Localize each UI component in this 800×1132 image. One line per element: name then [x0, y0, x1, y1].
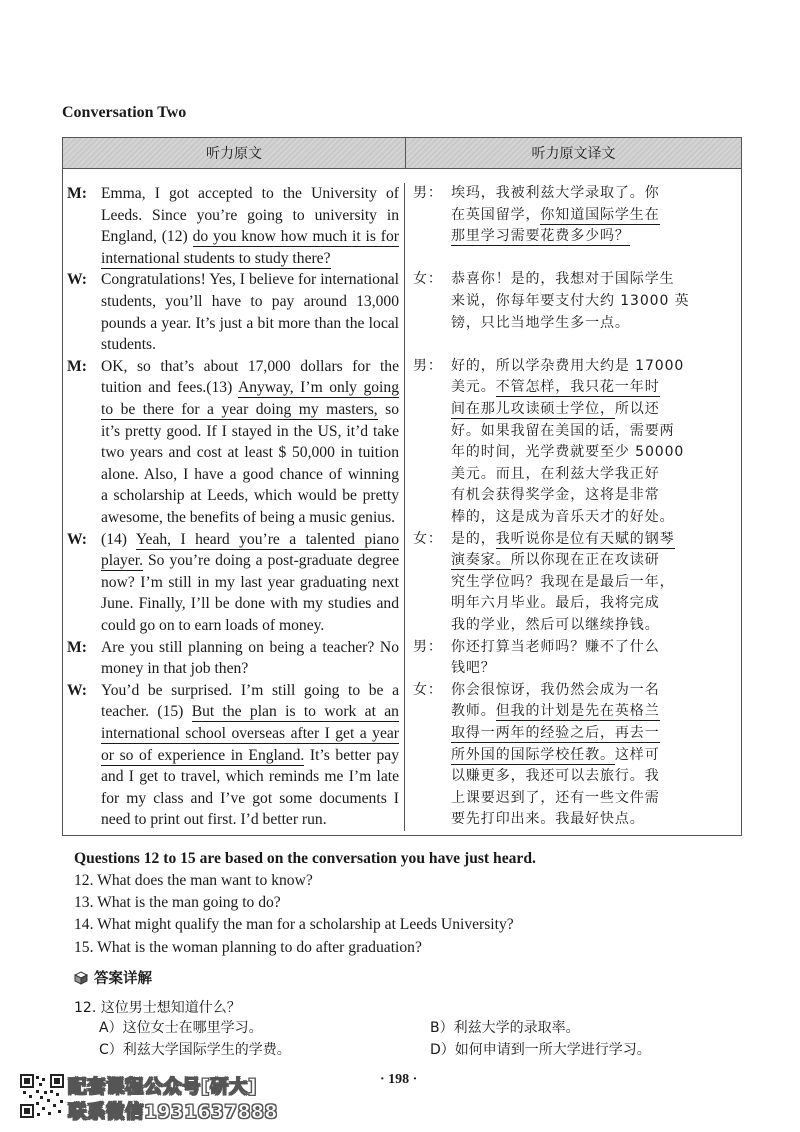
transcript-text: (14)	[101, 530, 136, 548]
chinese-cell	[405, 680, 741, 831]
transcript-line	[67, 507, 399, 529]
transcript-text: two years and cost at least $ 50,000 in tuition	[101, 444, 399, 462]
speaker-label: M:	[67, 357, 87, 375]
transcript-text: students.	[101, 336, 157, 354]
translation-line	[413, 399, 737, 421]
translation-text: 钱吧？	[451, 660, 496, 677]
translation-text: 所以你现在正在攻读研	[510, 552, 660, 569]
answer-explanation-header	[74, 967, 152, 988]
header-transcript: 听力原文	[63, 138, 406, 168]
watermark-line-2: 联系微信1931637888	[68, 1102, 278, 1123]
translation-line	[413, 658, 737, 680]
underlined-answer: player.	[101, 552, 143, 570]
table-row	[63, 175, 741, 269]
translation-text: 究生学位吗？我现在是最后一年，	[451, 573, 675, 590]
transcript-line	[67, 788, 399, 810]
translation-line	[413, 485, 737, 507]
underlined-answer: Anyway, I’m only going	[237, 379, 399, 397]
translation-line	[413, 377, 737, 399]
translation-text: 你会很惊讶，我仍然会成为一名	[451, 681, 660, 698]
questions-section	[74, 848, 536, 959]
section-title: Conversation Two	[62, 104, 187, 121]
transcript-text: alone. Also, I have a good chance of winning	[101, 465, 399, 483]
translation-line	[413, 745, 737, 767]
option-d: D）如何申请到一所大学进行学习。	[430, 1042, 651, 1058]
transcript-line	[67, 745, 399, 767]
watermark-line-1: 配套课程公众号[研大]	[68, 1077, 257, 1098]
transcript-line	[67, 205, 399, 227]
question-12: 12. What does the man want to know?	[74, 872, 313, 889]
translation-text: 有机会获得奖学金，这将是非常	[451, 487, 660, 504]
underlined-translation: 那里学习需要花费多少吗？	[451, 228, 630, 245]
transcript-line	[67, 377, 399, 399]
answer-question-12: 12. 这位男士想知道什么？	[74, 1000, 241, 1016]
transcript-text: students, you’ll have to pay around 13,000	[101, 292, 399, 310]
english-cell	[63, 269, 405, 355]
english-cell	[63, 529, 405, 637]
transcript-text: now? I’m still in my last year graduating next	[101, 573, 399, 591]
question-15: 15. What is the woman planning to do after graduation?	[74, 938, 422, 956]
transcript-table	[62, 137, 742, 836]
translation-line	[413, 183, 737, 205]
transcript-text: Congratulations! Yes, I believe for international	[101, 271, 399, 289]
translation-text: 埃玛，我被利兹大学录取了。你	[451, 185, 660, 201]
table-row	[63, 529, 741, 637]
underlined-answer: do you know how much it is for	[192, 228, 399, 246]
transcript-text: Are you still planning on being a teacher? No	[101, 638, 399, 656]
underlined-answer: But the plan is to work at an	[191, 703, 399, 721]
transcript-line	[67, 183, 399, 205]
transcript-line	[67, 550, 399, 572]
translation-line	[413, 637, 737, 659]
chinese-cell	[405, 529, 741, 637]
translation-text: 镑，只比当地学生多一点。	[451, 314, 630, 331]
translation-text: 在英国留学，	[451, 206, 541, 223]
translation-text: 好。如果我留在美国的话，需要两	[451, 422, 675, 439]
transcript-text: teacher. (15)	[101, 703, 192, 721]
page-number: · 198 ·	[380, 1072, 418, 1087]
english-cell	[63, 637, 405, 680]
translation-line	[413, 788, 737, 810]
underlined-translation: 但我的计划是先在英格兰	[495, 703, 660, 720]
option-a: A）这位女士在哪里学习。	[99, 1020, 263, 1036]
transcript-line	[67, 291, 399, 313]
transcript-line	[67, 442, 399, 464]
transcript-line	[67, 248, 399, 270]
transcript-line	[67, 593, 399, 615]
translation-line	[413, 205, 737, 227]
question-14: 14. What might qualify the man for a scholarship at Leeds University?	[74, 916, 514, 934]
translation-line	[413, 615, 737, 637]
translation-text: 是的，	[451, 530, 496, 547]
transcript-line	[67, 334, 399, 356]
transcript-text: pounds a year. It’s just a bit more than the local	[101, 314, 399, 332]
translation-line	[413, 723, 737, 745]
translation-text: 好的，所以学杂费用大约是 17000	[451, 357, 685, 374]
underlined-translation: 不管怎样，我只花一年时	[495, 379, 660, 396]
translation-line	[413, 226, 737, 248]
english-cell	[63, 183, 405, 269]
transcript-line	[67, 313, 399, 335]
speaker-label: W:	[67, 271, 87, 289]
table-row	[63, 356, 741, 529]
transcript-text: It’s better pay	[304, 746, 399, 764]
underlined-answer: international school overseas after I get a year	[101, 724, 399, 742]
transcript-line	[67, 356, 399, 378]
chinese-cell	[405, 356, 741, 529]
transcript-line	[67, 637, 399, 659]
translation-text: 年的时间，光学费就要至少 50000	[451, 444, 685, 461]
translation-line	[413, 809, 737, 831]
transcript-line	[67, 615, 399, 637]
transcript-line	[67, 421, 399, 443]
translation-text: 你还打算当老师吗？赚不了什么	[451, 638, 660, 655]
chinese-cell	[405, 183, 741, 269]
transcript-text: awesome, the benefits of being a music genius.	[101, 508, 396, 526]
underlined-answer: international students to study there?	[101, 249, 331, 267]
translation-line	[413, 464, 737, 486]
table-header	[63, 138, 741, 169]
translation-text: 这样可	[614, 746, 660, 763]
transcript-line	[67, 399, 399, 421]
translation-text: 我的学业，然后可以继续挣钱。	[451, 616, 660, 633]
chinese-cell	[405, 269, 741, 355]
translation-line	[413, 291, 737, 313]
transcript-text: need to print out first. I’d better run.	[101, 811, 327, 829]
speaker-label: M:	[67, 638, 87, 656]
english-cell	[63, 680, 405, 831]
transcript-text: Leeds. Since you’re going to university in	[101, 206, 399, 224]
translation-text: 所以还	[614, 400, 660, 417]
transcript-line	[67, 269, 399, 291]
underlined-answer: or so of experience in England.	[101, 746, 305, 764]
transcript-line	[67, 701, 399, 723]
table-row	[63, 637, 741, 680]
translation-line	[413, 313, 737, 335]
translation-line	[413, 593, 737, 615]
underlined-translation: 所外国的国际学校任教。	[451, 746, 615, 763]
transcript-text: You’d be surprised. I’m still going to be a	[101, 681, 399, 699]
translation-text: 来说，你每年要支付大约 13000 英	[451, 292, 690, 309]
answer-explanation-label: 答案详解	[94, 971, 152, 987]
translation-line	[413, 680, 737, 702]
speaker-label: 男：	[413, 357, 443, 374]
transcript-text: June. Finally, I’ll be done with my studies and	[101, 595, 399, 613]
speaker-label: 女：	[413, 681, 443, 698]
option-c: C）利兹大学国际学生的学费。	[99, 1042, 291, 1058]
translation-text: 上课要迟到了，还有一些文件需	[451, 789, 660, 806]
underlined-answer: to be there for a year doing my masters,	[101, 400, 378, 418]
transcript-line	[67, 464, 399, 486]
underlined-translation: 我听说你是位有天赋的钢琴	[495, 530, 675, 547]
speaker-label: W:	[67, 530, 87, 548]
transcript-text: it’s pretty good. If I stayed in the US, it’d take	[101, 422, 399, 440]
underlined-answer: Yeah, I heard you’re a talented piano	[135, 530, 399, 548]
translation-line	[413, 572, 737, 594]
translation-text: 以赚更多，我还可以去旅行。我	[451, 768, 660, 785]
transcript-line	[67, 723, 399, 745]
speaker-label: 男：	[413, 638, 443, 655]
transcript-line	[67, 658, 399, 680]
transcript-line	[67, 766, 399, 788]
transcript-line	[67, 485, 399, 507]
english-cell	[63, 356, 405, 529]
speaker-label: 女：	[413, 530, 443, 547]
chinese-cell	[405, 637, 741, 680]
transcript-line	[67, 809, 399, 831]
transcript-text: So you’re doing a post-graduate degree	[143, 552, 399, 570]
transcript-text: for my class and I’ve got some documents I	[101, 789, 399, 807]
underlined-translation: 演奏家。	[451, 552, 511, 569]
transcript-text: so	[377, 400, 399, 418]
transcript-text: money in that job then?	[101, 660, 249, 678]
transcript-text: a scholarship at Leeds, which would be pretty	[101, 487, 399, 505]
translation-line	[413, 356, 737, 378]
transcript-line	[67, 680, 399, 702]
table-row	[63, 680, 741, 831]
underlined-translation: 间在那儿攻读硕士学位，	[451, 400, 615, 417]
transcript-text: Emma, I got accepted to the University of	[101, 185, 399, 202]
speaker-label: M:	[67, 185, 87, 202]
translation-line	[413, 701, 737, 723]
speaker-label: W:	[67, 681, 87, 699]
table-body	[63, 169, 741, 835]
translation-text: 教师。	[451, 703, 496, 720]
header-translation: 听力原文译文	[531, 146, 616, 162]
table-row	[63, 269, 741, 355]
translation-line	[413, 269, 737, 291]
translation-line	[413, 550, 737, 572]
option-b: B）利兹大学的录取率。	[430, 1020, 580, 1036]
translation-text: 美元。而且，在利兹大学我正好	[451, 465, 660, 482]
cube-icon	[74, 971, 88, 985]
translation-text: 明年六月毕业。最后，我将完成	[451, 595, 660, 612]
translation-text: 要先打印出来。我最好快点。	[451, 811, 645, 828]
speaker-label: 女：	[413, 271, 443, 288]
transcript-text: tuition and fees.(13)	[101, 379, 238, 397]
translation-text: 棒的，这是成为音乐天才的好处。	[451, 508, 675, 525]
translation-line	[413, 529, 737, 551]
underlined-translation: 你知道国际学生在	[540, 206, 660, 223]
speaker-label: 男：	[413, 185, 443, 201]
transcript-text: and I get to travel, which reminds me I’m late	[101, 768, 399, 786]
transcript-text: OK, so that’s about 17,000 dollars for the	[101, 357, 399, 375]
transcript-text: England, (12)	[101, 228, 193, 246]
underlined-translation: 取得一两年的经验之后，再去一	[451, 724, 660, 741]
translation-line	[413, 421, 737, 443]
translation-text: 美元。	[451, 379, 496, 396]
questions-heading: Questions 12 to 15 are based on the conversation you have just heard.	[74, 850, 536, 867]
translation-line	[413, 766, 737, 788]
transcript-line	[67, 529, 399, 551]
transcript-text: could go on to earn loads of money.	[101, 616, 325, 634]
question-13: 13. What is the man going to do?	[74, 894, 281, 912]
transcript-line	[67, 572, 399, 594]
qr-code-icon	[20, 1074, 64, 1118]
translation-text: 恭喜你！是的，我想对于国际学生	[451, 271, 675, 288]
transcript-line	[67, 226, 399, 248]
translation-line	[413, 442, 737, 464]
translation-line	[413, 507, 737, 529]
